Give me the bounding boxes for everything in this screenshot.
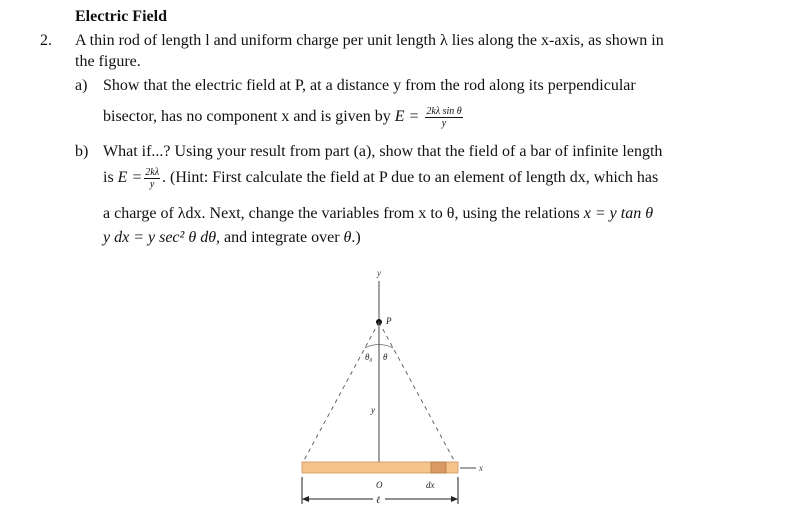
theta-zero-label: θ₀ (365, 352, 373, 362)
part-b-line-3 (103, 205, 653, 223)
part-b-line-4-text: and integrate over (220, 229, 340, 246)
rod-element-dx (431, 462, 446, 473)
charged-rod-figure (280, 266, 510, 508)
part-b-formula-numerator: 2kλ (145, 167, 160, 178)
part-a-formula-numerator: 2kλ sin θ (426, 106, 462, 117)
part-b-line-1: What if...? Using your result from part (a), show that the field of a bar of infinite length (103, 143, 663, 160)
question-stem-line-1: A thin rod of length l and uniform charge per unit length λ lies along the x-axis, as shown in (75, 32, 664, 49)
part-b-line-4-math: y dx = y sec² θ dθ, (103, 229, 221, 246)
dx-label: dx (426, 480, 435, 490)
part-a-line-1: Show that the electric field at P, at a distance y from the rod along its perpendicular (103, 77, 636, 94)
dashed-line-right (379, 322, 456, 464)
part-a-label: a) (75, 77, 88, 94)
part-b-formula-denominator: y (149, 179, 155, 190)
part-b-line-2-rest: . (Hint: First calculate the field at P due to an element of length dx, which has (162, 169, 659, 187)
part-a-formula-denominator: y (441, 118, 447, 129)
x-axis-label: x (479, 463, 483, 473)
part-a-formula (425, 106, 462, 129)
part-b-line-2 (103, 167, 658, 190)
part-a-line-2 (103, 106, 465, 129)
part-b-formula (144, 167, 160, 190)
part-b-line-3-math: x = y tan θ (583, 205, 654, 222)
part-b-line-4 (103, 229, 361, 247)
length-arrowhead-left (302, 496, 309, 502)
theta-label: θ (383, 352, 388, 362)
section-heading: Electric Field (75, 8, 167, 25)
length-label: ℓ (376, 495, 381, 506)
question-number: 2. (40, 32, 52, 49)
question-stem-line-2: the figure. (75, 53, 141, 70)
dashed-line-left (302, 322, 379, 464)
part-b-line-3-text: a charge of λdx. Next, change the variables from x to θ, using the relations (103, 205, 580, 222)
part-a-field-lhs: E = (394, 108, 420, 126)
part-b-line-2-prefix: is (103, 169, 114, 187)
y-distance-label: y (371, 405, 375, 415)
part-b-line-4-theta: θ (343, 229, 352, 246)
origin-label: O (376, 480, 383, 490)
part-a-line-2-text: bisector, has no component x and is given by (103, 108, 391, 126)
part-b-field-lhs: E = (117, 169, 143, 187)
y-axis-label: y (377, 268, 381, 278)
part-b-line-4-end: .) (351, 229, 361, 246)
part-b-label: b) (75, 143, 89, 160)
point-p-label: P (386, 316, 392, 326)
length-arrowhead-right (451, 496, 458, 502)
